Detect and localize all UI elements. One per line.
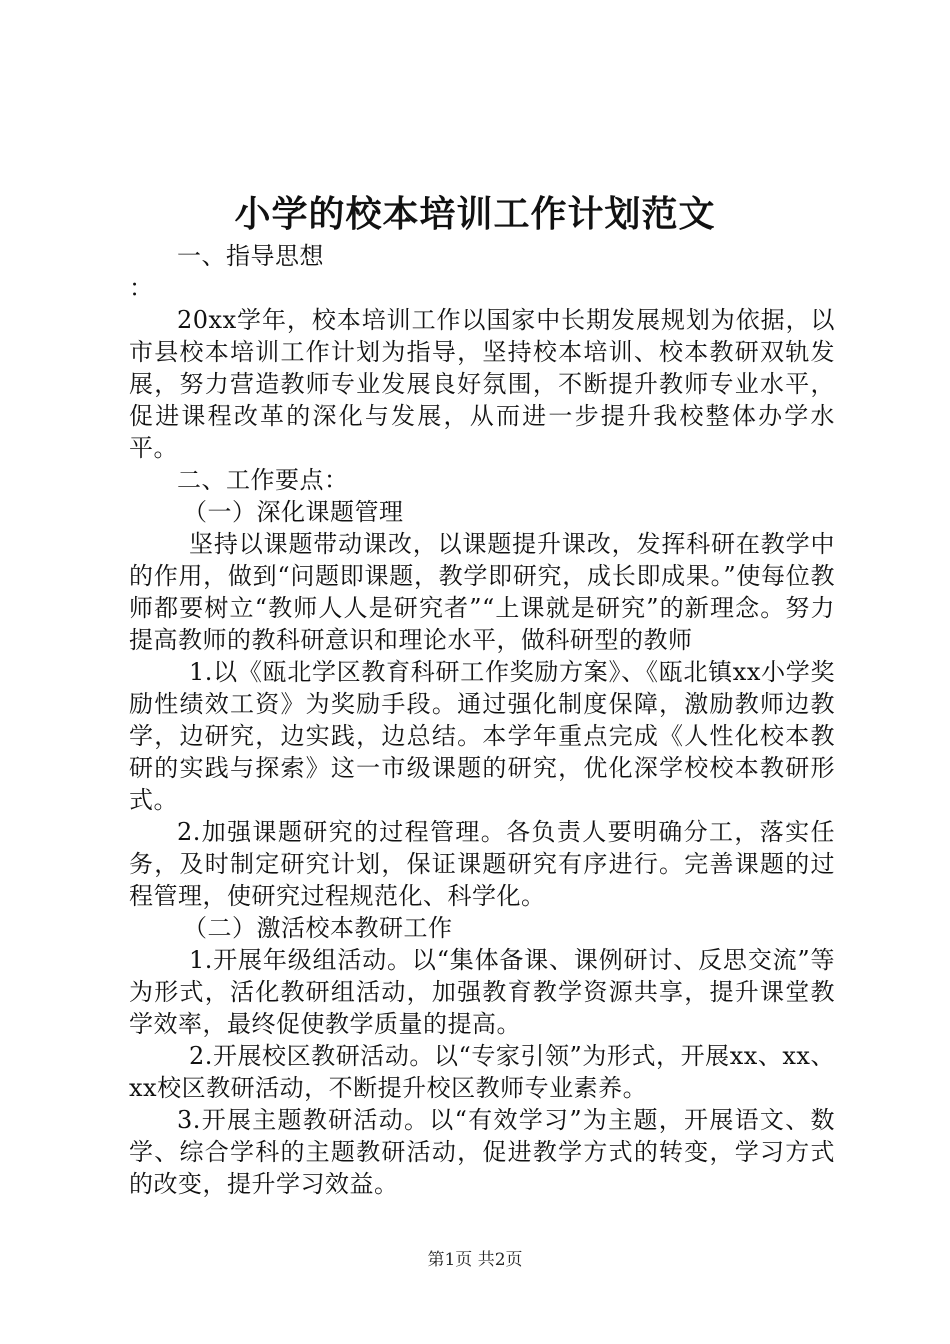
page-footer: 第1页 共2页 — [427, 1250, 523, 1270]
list-item: 1.以《瓯北学区教育科研工作奖励方案》、《瓯北镇xx小学奖励性绩效工资》为奖励手段。通过强化制度保障，激励教师边教学，边研究，边实践，边总结。本学年重点完成《人性化校本教研的实践与探索》这一市级课题的研究，优化深学校校本教研形式。 — [129, 658, 835, 814]
section-heading: 一、指导思想 — [177, 242, 324, 270]
paragraph: 20xx学年，校本培训工作以国家中长期发展规划为依据，以市县校本培训工作计划为指导，坚持校本培训、校本教研双轨发展，努力营造教师专业发展良好氛围，不断提升教师专业水平，促进课程改革的深化与发展，从而进一步提升我校整体办学水平。 — [129, 306, 835, 462]
paragraph: ： — [129, 274, 154, 302]
section-heading: 二、工作要点： — [177, 466, 349, 494]
list-item: 3.开展主题教研活动。以“有效学习”为主题，开展语文、数学、综合学科的主题教研活动，促进教学方式的转变，学习方式的改变，提升学习效益。 — [129, 1106, 835, 1198]
subsection-heading: （一）深化课题管理 — [183, 498, 404, 526]
subsection-heading: （二）激活校本教研工作 — [183, 914, 453, 942]
list-item: 2.加强课题研究的过程管理。各负责人要明确分工，落实任务，及时制定研究计划，保证课题研究有序进行。完善课题的过程管理，使研究过程规范化、科学化。 — [129, 818, 835, 910]
document-body — [129, 240, 835, 1200]
document-title: 小学的校本培训工作计划范文 — [234, 193, 716, 235]
list-item: 1.开展年级组活动。以“集体备课、课例研讨、反思交流”等为形式，活化教研组活动，加强教育教学资源共享，提升课堂教学效率，最终促使教学质量的提高。 — [129, 946, 835, 1038]
list-item: 2.开展校区教研活动。以“专家引领”为形式，开展xx、xx、xx校区教研活动，不断提升校区教师专业素养。 — [129, 1042, 835, 1102]
paragraph: 坚持以课题带动课改，以课题提升课改，发挥科研在教学中的作用，做到“问题即课题，教学即研究，成长即成果。”使每位教师都要树立“教师人人是研究者”“上课就是研究”的新理念。努力提高教师的教科研意识和理论水平，做科研型的教师 — [129, 530, 835, 654]
